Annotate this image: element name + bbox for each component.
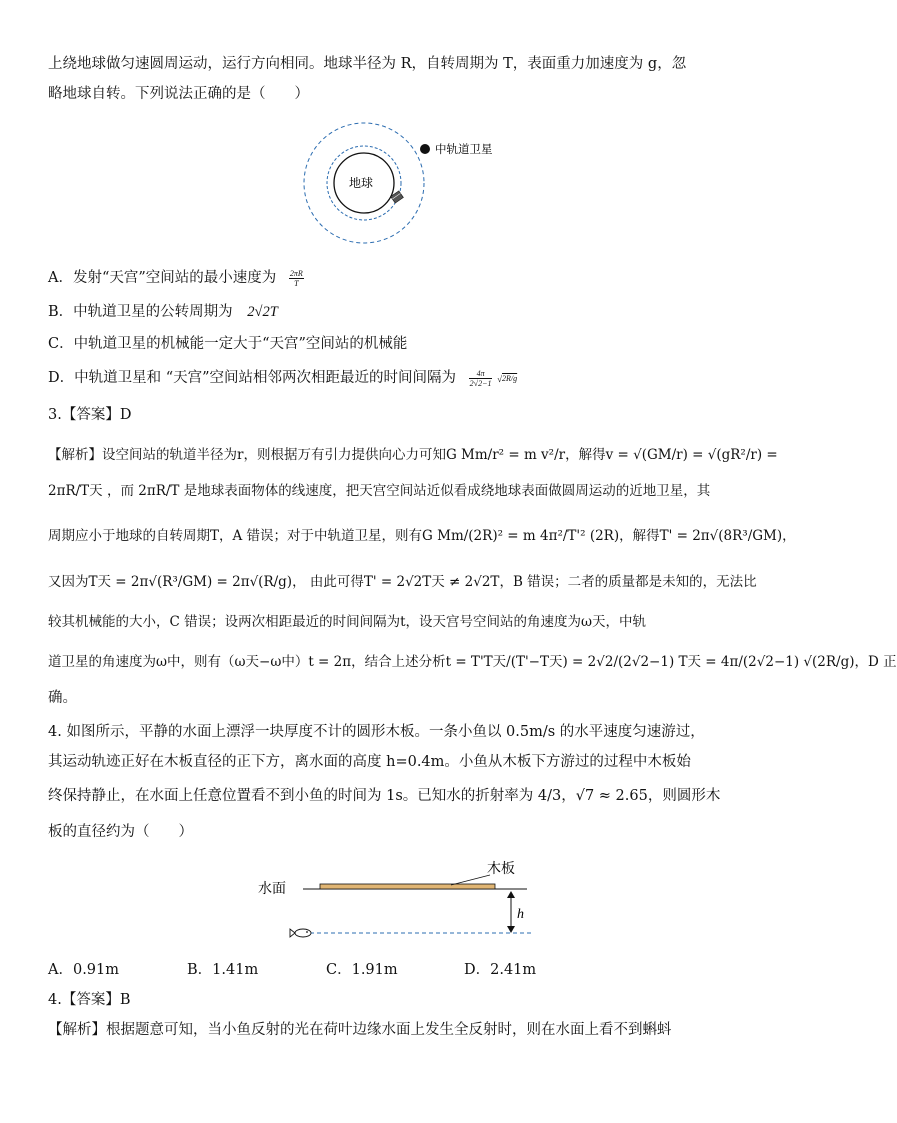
q4-stem-line1: 4. 如图所示，平静的水面上漂浮一块厚度不计的圆形木板。一条小鱼以 0.5m/s 的水平速度匀速游过，	[48, 724, 705, 740]
water-board-diagram	[255, 855, 545, 945]
q3-analysis-line4: 又因为T天 = 2π√(R³/GM) = 2π√(R/g)， 由此可得T' = 2√2T天 ≠ 2√2T，B 错误；二者的质量都是未知的，无法比	[48, 574, 757, 590]
option-b-text: B．中轨道卫星的公转周期为	[48, 304, 233, 320]
option-b-expr: 2√2T	[247, 304, 278, 320]
option-d-root-sign: √	[497, 374, 503, 384]
h-label: h	[517, 907, 524, 922]
option-d-text: D．中轨道卫星和 “天宫”空间站相邻两次相距最近的时间间隔为	[48, 370, 457, 386]
orbit-diagram	[285, 115, 515, 275]
wooden-board	[320, 884, 495, 889]
board-label: 木板	[487, 861, 515, 877]
board-pointer	[451, 875, 490, 885]
option-a-den: T	[294, 278, 299, 288]
option-a-text: A．发射“天宫”空间站的最小速度为	[48, 270, 277, 286]
q4-analysis-line1: 【解析】根据题意可知，当小鱼反射的光在荷叶边缘水面上发生全反射时，则在水面上看不到蝌蚪	[48, 1022, 672, 1038]
option-d-root: 2R/g	[502, 373, 518, 383]
option-a-fraction	[289, 269, 304, 288]
q3-option-d	[48, 368, 517, 389]
q4-stem-line2: 其运动轨迹正好在木板直径的正下方，离水面的高度 h=0.4m。小鱼从木板下方游过的过程中木板始	[48, 754, 691, 770]
q3-option-b	[48, 302, 278, 322]
option-a-num: 2πR	[289, 268, 303, 278]
q4-option-b: B．1.41m	[187, 962, 259, 978]
q3-analysis-line5: 较其机械能的大小，C 错误；设两次相距最近的时间间隔为t，设天宫号空间站的角速度为ω天，中轨	[48, 614, 647, 630]
q3-stem-line2: 略地球自转。下列说法正确的是（ ）	[48, 86, 309, 102]
q4-option-c: C．1.91m	[326, 962, 398, 978]
q3-answer: 3.【答案】D	[48, 407, 132, 423]
q3-analysis-line7: 确。	[48, 690, 77, 706]
option-d-den: 2√2−1	[469, 378, 492, 388]
option-d-fraction	[469, 369, 493, 388]
water-label: 水面	[258, 881, 286, 897]
h-arrow-up	[507, 891, 515, 898]
q4-option-a: A．0.91m	[48, 962, 120, 978]
q4-stem-line3: 终保持静止，在水面上任意位置看不到小鱼的时间为 1s。已知水的折射率为 4/3，√7 ≈ 2.65，则圆形木	[48, 788, 721, 804]
q3-analysis-line2: 2πR/T天 ，而 2πR/T 是地球表面物体的线速度，把天宫空间站近似看成绕地球表面做圆周运动的近地卫星，其	[48, 483, 711, 499]
fish-icon	[290, 929, 311, 937]
q3-analysis-line3: 周期应小于地球的自转周期T，A 错误；对于中轨道卫星，则有G Mm/(2R)² = m 4π²/T'² (2R)，解得T' = 2π√(8R³/GM)，	[48, 528, 796, 544]
q4-option-d: D．2.41m	[464, 962, 537, 978]
q4-answer: 4.【答案】B	[48, 992, 131, 1008]
satellite-label: 中轨道卫星	[435, 142, 493, 156]
option-d-num: 4π	[469, 369, 493, 379]
h-arrow-down	[507, 926, 515, 933]
q3-stem-line1: 上绕地球做匀速圆周运动，运行方向相同。地球半径为 R，自转周期为 T，表面重力加速度为 g，忽	[48, 56, 687, 72]
q3-analysis-line6: 道卫星的角速度为ω中，则有（ω天−ω中）t = 2π，结合上述分析t = T'T天/(T'−T天) = 2√2/(2√2−1) T天 = 4π/(2√2−1) √(2R/g)，D 正	[48, 654, 897, 670]
q3-analysis-line1: 【解析】设空间站的轨道半径为r，则根据万有引力提供向心力可知G Mm/r² = m v²/r，解得v = √(GM/r) = √(gR²/r) =	[48, 447, 778, 463]
q4-stem-line4: 板的直径约为（ ）	[48, 824, 193, 840]
q3-option-a	[48, 268, 304, 288]
earth-label: 地球	[349, 176, 374, 190]
satellite-dot	[420, 144, 430, 154]
q3-option-c: C．中轨道卫星的机械能一定大于“天宫”空间站的机械能	[48, 336, 408, 352]
